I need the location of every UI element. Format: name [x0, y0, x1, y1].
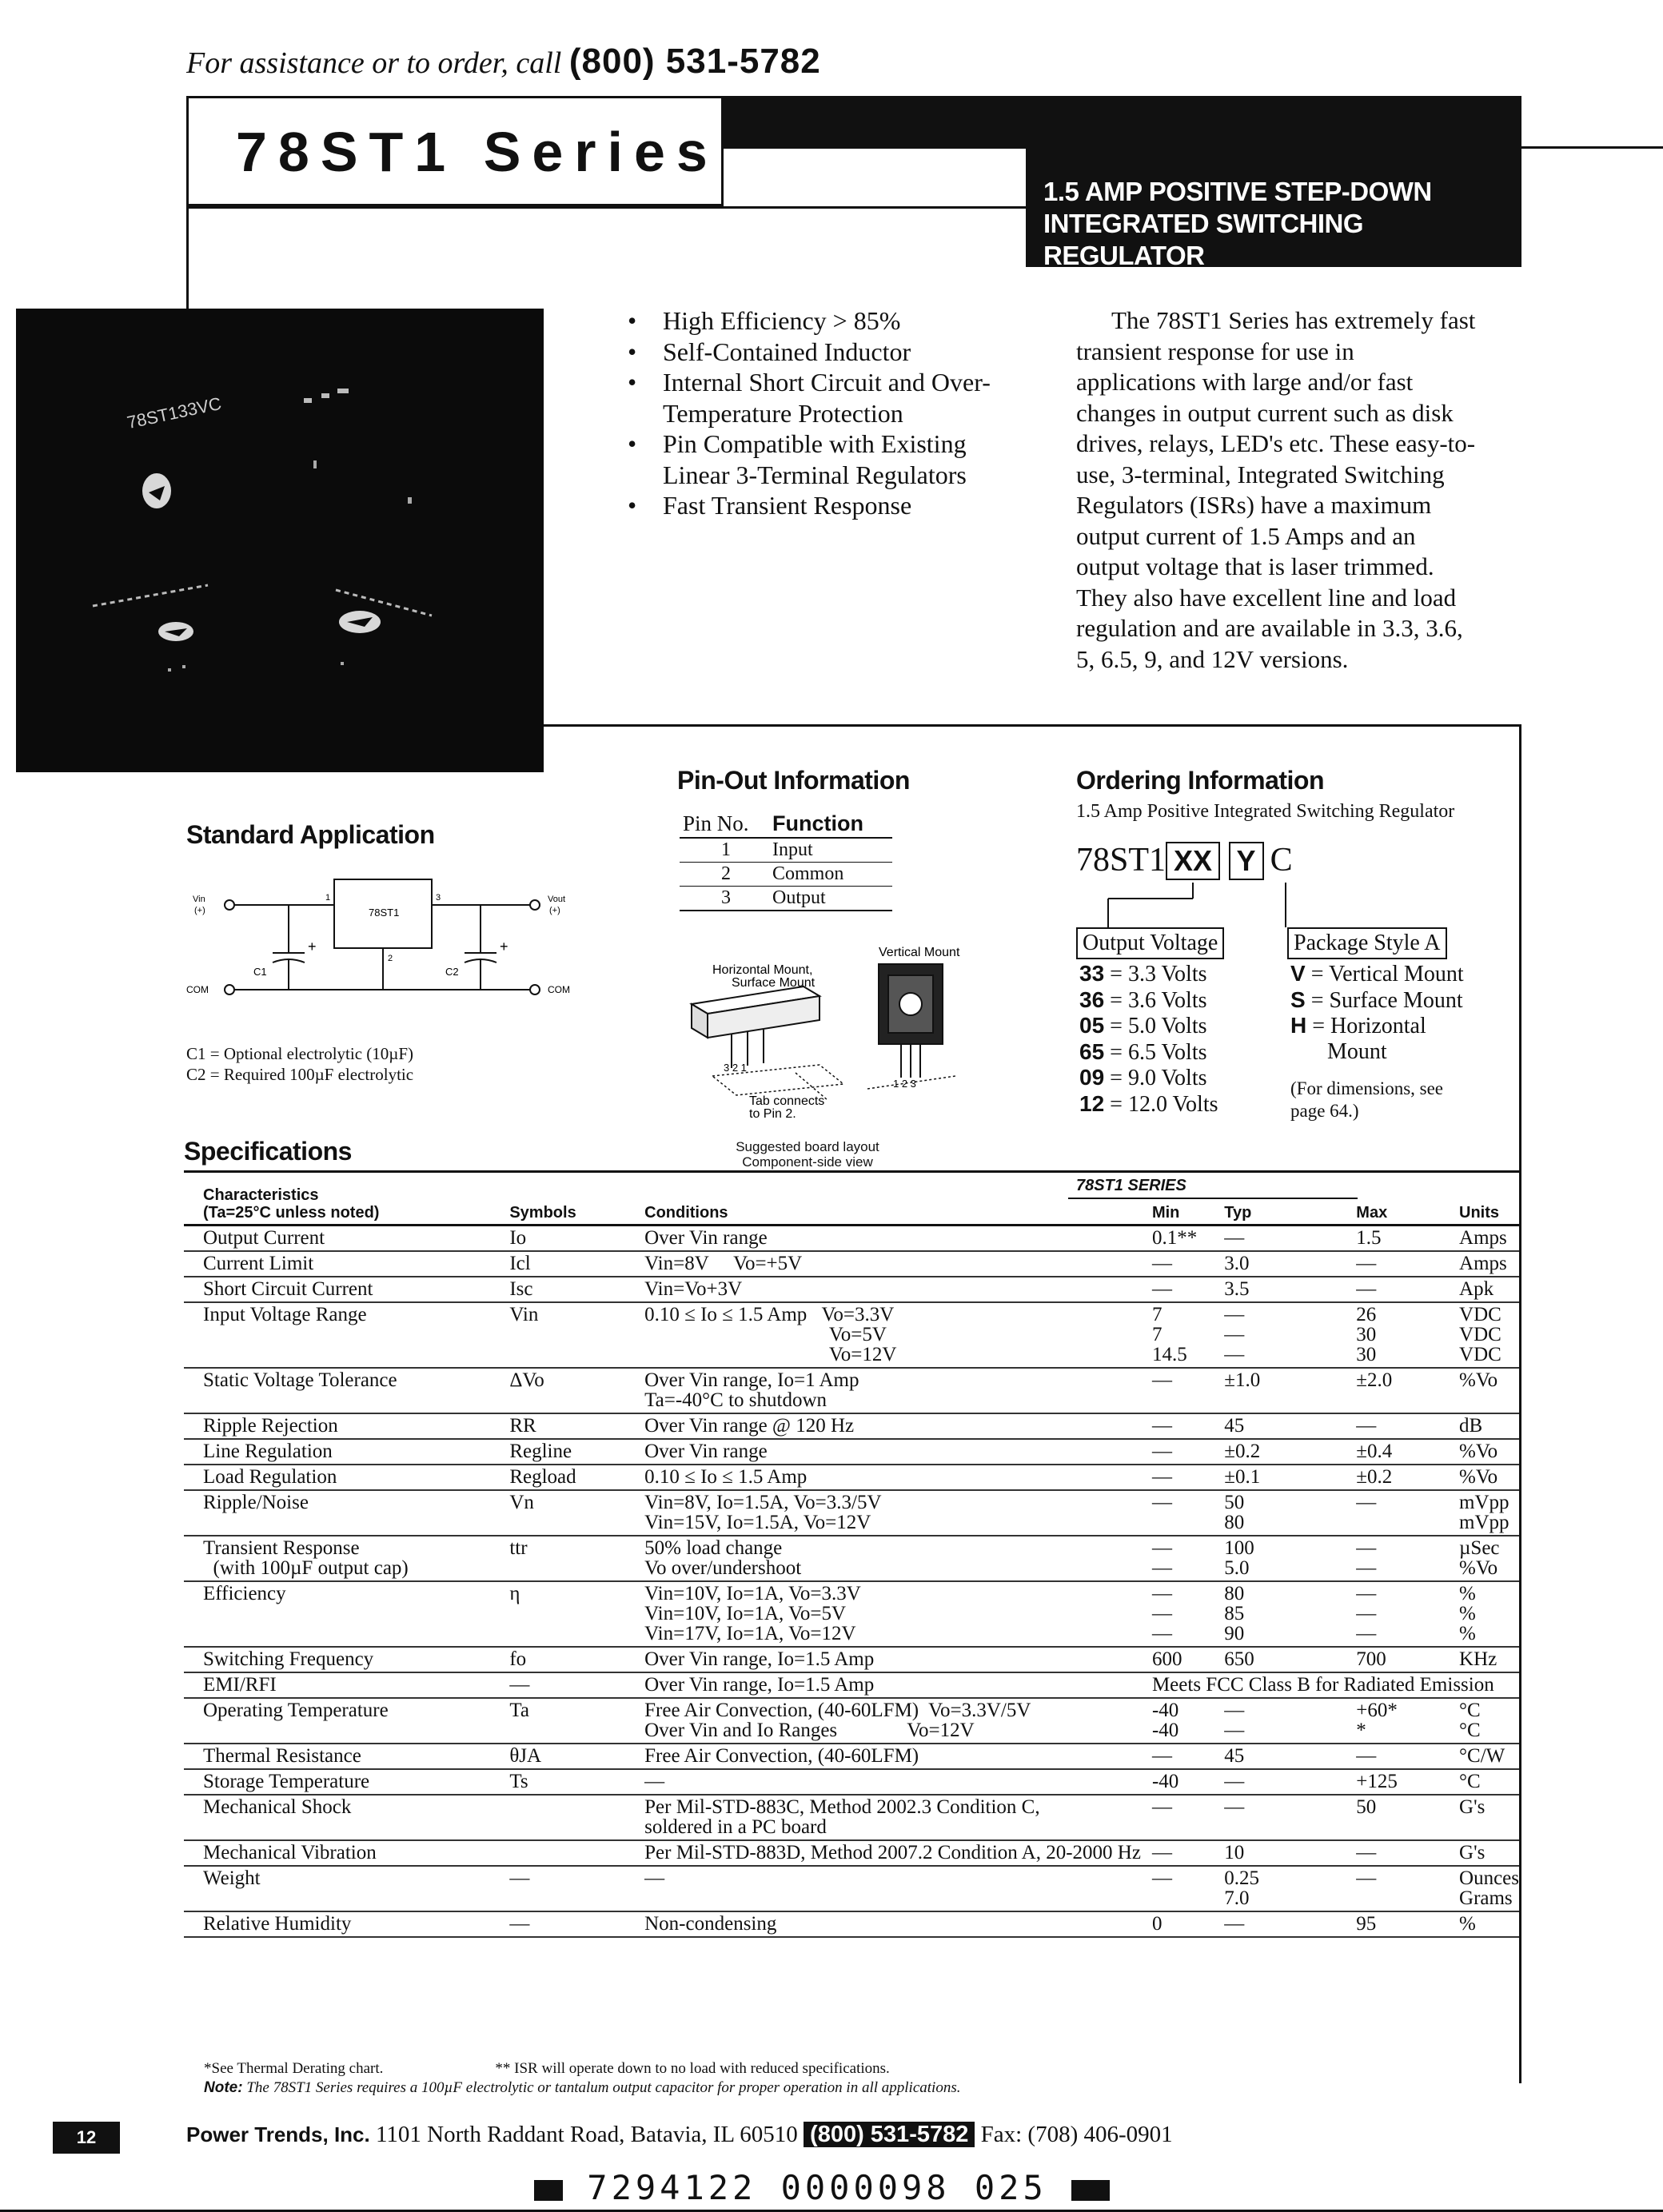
package-item: Mount [1327, 1038, 1387, 1064]
spec-cell-max: — [1345, 1840, 1448, 1866]
spec-cell-typ: ±0.2 [1213, 1439, 1345, 1465]
code-suffix: C [1270, 842, 1293, 879]
spec-cell-sym: — [509, 1911, 644, 1937]
code-prefix: 78ST1 [1076, 842, 1166, 879]
spec-cell-sym [509, 1840, 644, 1866]
spec-header-row [184, 1182, 1519, 1226]
spec-cell-typ: 80 85 90 [1213, 1581, 1345, 1647]
pinout-table [680, 811, 892, 911]
spec-cell-typ: ±0.1 [1213, 1465, 1345, 1490]
spec-row [184, 1536, 1519, 1581]
spec-cell-name: Input Voltage Range [184, 1302, 509, 1368]
spec-cell-typ: ±1.0 [1213, 1368, 1345, 1413]
spec-cell-typ: 100 5.0 [1213, 1536, 1345, 1581]
characteristics-header: Characteristics [203, 1186, 319, 1204]
spec-cell-name: Static Voltage Tolerance [184, 1368, 509, 1413]
series-title: 78ST1 Series [236, 121, 719, 183]
voltage-item: 33 = 3.3 Volts [1079, 961, 1207, 986]
spec-cell-max: ±0.2 [1345, 1465, 1448, 1490]
spec-cell-max: 26 30 30 [1345, 1302, 1448, 1368]
spec-row [184, 1581, 1519, 1647]
subtitle-line-2: INTEGRATED SWITCHING REGULATOR [1043, 209, 1364, 270]
spec-cell-sym: fo [509, 1647, 644, 1672]
spec-cell-max: 700 [1345, 1647, 1448, 1672]
spec-row [184, 1866, 1519, 1911]
vin-label: Vin [193, 895, 205, 904]
voltage-item: 12 = 12.0 Volts [1079, 1090, 1218, 1117]
spec-cell-cond: — [644, 1769, 1141, 1795]
spec-cell-cond: Vin=10V, Io=1A, Vo=3.3V Vin=10V, Io=1A, Vo=5V Vin=17V, Io=1A, Vo=12V [644, 1581, 1141, 1647]
spec-row [184, 1911, 1519, 1937]
spec-table [184, 1182, 1519, 1938]
standard-application-schematic [186, 863, 602, 1007]
c1-label: C1 [253, 966, 267, 978]
footer-phone: (800) 531-5782 [804, 2122, 975, 2147]
spec-row [184, 1226, 1519, 1252]
spec-cell-name: Mechanical Vibration [184, 1840, 509, 1866]
spec-cell-units: G's [1448, 1840, 1519, 1866]
spec-row [184, 1769, 1519, 1795]
spec-cell-max: 95 [1345, 1911, 1448, 1937]
spec-cell-max: 50 [1345, 1795, 1448, 1840]
spec-cell-min: — [1141, 1368, 1213, 1413]
header-rule [1521, 146, 1663, 149]
package-style-label: Package Style A [1287, 927, 1447, 959]
spec-top-rule [184, 1170, 1519, 1173]
subtitle-line-1: 1.5 AMP POSITIVE STEP-DOWN [1043, 177, 1432, 206]
spec-row [184, 1744, 1519, 1769]
spec-cell-cond: — [644, 1866, 1141, 1911]
spec-cell-sym: η [509, 1581, 644, 1647]
spec-cell-units: % % % [1448, 1581, 1519, 1647]
spec-cell-name: Transient Response (with 100µF output cap) [184, 1536, 509, 1581]
spec-cell-min: 0.1** [1141, 1226, 1213, 1252]
spec-cell-units: °C °C [1448, 1698, 1519, 1744]
ordering-heading: Ordering Information [1076, 766, 1324, 795]
spec-cell-units: % [1448, 1911, 1519, 1937]
voltage-list [1079, 961, 1218, 1117]
spec-cell-cond: Per Mil-STD-883C, Method 2002.3 Condition C, soldered in a PC board [644, 1795, 1141, 1840]
order-code-connectors [1076, 883, 1396, 931]
subtitle-box [1026, 149, 1521, 270]
spec-cell-max: — — [1345, 1536, 1448, 1581]
vin-plus-label: (+) [194, 906, 205, 915]
function-cell: Common [772, 863, 844, 884]
spec-cell-units: %Vo [1448, 1465, 1519, 1490]
spec-cell-typ: 3.5 [1213, 1277, 1345, 1302]
company-address: 1101 North Raddant Road, Batavia, IL 60510 [375, 2122, 798, 2147]
spec-cell-units: Ounces Grams [1448, 1866, 1519, 1911]
spec-cell-cond: Over Vin range, Io=1.5 Amp [644, 1672, 1141, 1698]
spec-cell-min: — [1141, 1439, 1213, 1465]
spec-cell-max: — [1345, 1251, 1448, 1277]
spec-cell-name: Efficiency [184, 1581, 509, 1647]
voltage-item: 65 = 6.5 Volts [1079, 1038, 1207, 1065]
spec-cell-units: °C/W [1448, 1744, 1519, 1769]
spec-cell-units: µSec %Vo [1448, 1536, 1519, 1581]
spec-cell-typ: 50 80 [1213, 1490, 1345, 1536]
spec-cell-sym: ttr [509, 1536, 644, 1581]
note-text: The 78ST1 Series requires a 100µF electrolytic or tantalum output capacitor for proper operation in all applications. [246, 2079, 961, 2096]
spec-cell-min: — [1141, 1744, 1213, 1769]
board-layout-note [720, 1139, 895, 1170]
spec-cell-min: -40 [1141, 1769, 1213, 1795]
vout-plus-label: (+) [549, 906, 560, 915]
spec-cell-cond: Over Vin range, Io=1.5 Amp [644, 1647, 1141, 1672]
spec-cell-name: Relative Humidity [184, 1911, 509, 1937]
typ-header: Typ [1213, 1182, 1345, 1226]
pin1-label: 1 [325, 893, 331, 903]
spec-cell-units: Amps [1448, 1226, 1519, 1252]
spec-cell-cond: Per Mil-STD-883D, Method 2007.2 Condition A, 20-2000 Hz [644, 1840, 1141, 1866]
spec-cell-min: 7 7 14.5 [1141, 1302, 1213, 1368]
feature-item: • Fast Transient Response [628, 490, 1015, 521]
spec-cell-units: %Vo [1448, 1439, 1519, 1465]
pin3-label: 3 [436, 893, 441, 903]
spec-cell-min: — [1141, 1465, 1213, 1490]
spec-cell-sym: Ta [509, 1698, 644, 1744]
max-header: Max [1345, 1182, 1448, 1226]
spec-cell-min: -40 -40 [1141, 1698, 1213, 1744]
spec-row [184, 1795, 1519, 1840]
spec-cell-name: Mechanical Shock [184, 1795, 509, 1840]
product-photo [16, 309, 544, 772]
spec-cell-typ: 45 [1213, 1413, 1345, 1439]
spec-cell-min: — [1141, 1866, 1213, 1911]
company-name: Power Trends, Inc. [186, 2122, 370, 2146]
footer-line [186, 2122, 1173, 2148]
spec-cell-units: mVpp mVpp [1448, 1490, 1519, 1536]
spec-cell-name: Operating Temperature [184, 1698, 509, 1744]
spec-cell-name: Load Regulation [184, 1465, 509, 1490]
spec-cell-typ: 10 [1213, 1840, 1345, 1866]
spec-cell-cond: Non-condensing [644, 1911, 1141, 1937]
horizontal-mount-label: Horizontal Mount, [712, 963, 813, 977]
capacitor-notes [186, 1043, 413, 1085]
spec-cell-max: — — — [1345, 1581, 1448, 1647]
series-label: 78ST1 SERIES [1076, 1177, 1186, 1194]
spec-cell-max: — [1345, 1277, 1448, 1302]
spec-cell-name: Line Regulation [184, 1439, 509, 1465]
code-xx: XX [1166, 842, 1220, 880]
function-cell: Input [772, 839, 813, 860]
spec-cell-min: — [1141, 1413, 1213, 1439]
spec-cell-name: EMI/RFI [184, 1672, 509, 1698]
feature-item: • Internal Short Circuit and Over-Temperature Protection [628, 367, 1015, 428]
pin-col-header: Pin No. [683, 811, 749, 835]
spec-row [184, 1302, 1519, 1368]
spec-cell-cond: 0.10 ≤ Io ≤ 1.5 Amp Vo=3.3V Vo=5V Vo=12V [644, 1302, 1141, 1368]
cap-note-1: C1 = Optional electrolytic (10µF) [186, 1044, 414, 1063]
footnote-1: *See Thermal Derating chart. [204, 2060, 384, 2077]
spec-cell-min: 0 [1141, 1911, 1213, 1937]
board-note-1: Suggested board layout [736, 1139, 879, 1154]
c1-plus: + [308, 939, 317, 955]
voltage-item: 36 = 3.6 Volts [1079, 986, 1207, 1013]
section-frame-right [1519, 724, 1521, 2083]
cap-note-2: C2 = Required 100µF electrolytic [186, 1065, 414, 1084]
spec-cell-max: ±2.0 [1345, 1368, 1448, 1413]
spec-cell-min: — [1141, 1795, 1213, 1840]
description: The 78ST1 Series has extremely fast transient response for use in applications with large and/or fast changes in output current such as disk drives, relays, LED's etc. These easy-to-use, 3-terminal, Integrated Switching Regulators (ISRs) have a maximum output current of 1.5 Amps and an output voltage that is laser trimmed. They also have excellent line and load regulation and are available in 3.3, 3.6, 5, 6.5, 9, and 12V versions. [1076, 306, 1476, 673]
section-frame-top [544, 724, 1521, 727]
spec-cell-sym: Vin [509, 1302, 644, 1368]
spec-cell-cond: Vin=8V Vo=+5V [644, 1251, 1141, 1277]
specifications-heading: Specifications [184, 1137, 352, 1166]
spec-cell-units: Amps [1448, 1251, 1519, 1277]
spec-cell-typ: 3.0 [1213, 1251, 1345, 1277]
spec-row [184, 1439, 1519, 1465]
spec-cell-units: dB [1448, 1413, 1519, 1439]
spec-cell-name: Switching Frequency [184, 1647, 509, 1672]
spec-row [184, 1465, 1519, 1490]
vout-label: Vout [548, 895, 566, 904]
footer-fax: Fax: (708) 406-0901 [980, 2122, 1173, 2147]
feature-item: • High Efficiency > 85% [628, 305, 1015, 337]
feature-item: • Self-Contained Inductor [628, 337, 1015, 368]
spec-cell-sym: θJA [509, 1744, 644, 1769]
pins-h-label: 3 2 1 [724, 1062, 747, 1074]
spec-cell-sym: Io [509, 1226, 644, 1252]
conditions-header: Conditions [644, 1182, 1141, 1226]
assist-phone: (800) 531-5782 [568, 42, 821, 81]
header-black-bar [722, 96, 1521, 149]
spec-cell-typ: — [1213, 1226, 1345, 1252]
frame-top-rule [186, 206, 1026, 209]
assist-text: For assistance or to order, call [186, 46, 562, 80]
spec-cell-max: — [1345, 1744, 1448, 1769]
spec-cell-min: — — [1141, 1536, 1213, 1581]
spec-row [184, 1490, 1519, 1536]
spec-cell-cond: Vin=Vo+3V [644, 1277, 1141, 1302]
function-col-header: Function [772, 811, 863, 835]
characteristics-subheader: (Ta=25°C unless noted) [203, 1204, 380, 1222]
spec-cell-sym: RR [509, 1413, 644, 1439]
barcode-text: 7294122 0000098 025 [587, 2168, 1047, 2207]
spec-cell-typ: — [1213, 1795, 1345, 1840]
spec-cell-name: Ripple/Noise [184, 1490, 509, 1536]
note-label: Note: [204, 2079, 243, 2096]
chip-label: 78ST1 [369, 907, 400, 919]
spec-cell-max: ±0.4 [1345, 1439, 1448, 1465]
symbols-header: Symbols [509, 1182, 644, 1226]
spec-cell-max: — [1345, 1413, 1448, 1439]
spec-cell-name: Current Limit [184, 1251, 509, 1277]
standard-application-heading: Standard Application [186, 820, 435, 849]
photo-label: 78ST133VC [125, 393, 224, 433]
ordering-subheading: 1.5 Amp Positive Integrated Switching Regulator [1076, 801, 1455, 822]
spec-cell-typ: — [1213, 1769, 1345, 1795]
package-item: V = Vertical Mount [1290, 961, 1464, 986]
spec-cell-typ: 650 [1213, 1647, 1345, 1672]
package-item: H = Horizontal [1290, 1013, 1426, 1038]
spec-cell-name: Weight [184, 1866, 509, 1911]
assistance-line [186, 42, 821, 82]
spec-row [184, 1698, 1519, 1744]
spec-cell-typ: 45 [1213, 1744, 1345, 1769]
tab-note-1: Tab connects [749, 1094, 825, 1108]
spec-cell-typ: — [1213, 1911, 1345, 1937]
spec-cell-typ: 0.25 7.0 [1213, 1866, 1345, 1911]
spec-footnotes [204, 2059, 960, 2098]
com-right-label: COM [548, 984, 570, 995]
spec-cell-units: °C [1448, 1769, 1519, 1795]
spec-cell-sym: Regline [509, 1439, 644, 1465]
modules-graphic [16, 309, 544, 772]
spec-cell-max: +60* * [1345, 1698, 1448, 1744]
feature-item: • Pin Compatible with Existing Linear 3-Terminal Regulators [628, 428, 1015, 490]
spec-cell-max: +125 [1345, 1769, 1448, 1795]
spec-cell-sym: Isc [509, 1277, 644, 1302]
spec-cell-cond: Free Air Convection, (40-60LFM) [644, 1744, 1141, 1769]
board-note-2: Component-side view [742, 1154, 873, 1170]
com-left-label: COM [186, 984, 209, 995]
surface-mount-label: Surface Mount [732, 976, 816, 990]
code-y: Y [1229, 842, 1264, 880]
spec-cell-span: Meets FCC Class B for Radiated Emission [1141, 1672, 1519, 1698]
spec-cell-units: G's [1448, 1795, 1519, 1840]
spec-cell-units: VDC VDC VDC [1448, 1302, 1519, 1368]
spec-cell-sym: Vn [509, 1490, 644, 1536]
mounting-diagram [684, 940, 971, 1140]
package-list [1290, 961, 1464, 1064]
spec-cell-min: — [1141, 1251, 1213, 1277]
vertical-mount-label: Vertical Mount [879, 946, 960, 959]
spec-cell-name: Ripple Rejection [184, 1413, 509, 1439]
feature-list [628, 305, 1015, 521]
spec-cell-name: Output Current [184, 1226, 509, 1252]
spec-cell-units: KHz [1448, 1647, 1519, 1672]
spec-cell-cond: Over Vin range, Io=1 Amp Ta=-40°C to shutdown [644, 1368, 1141, 1413]
spec-row [184, 1368, 1519, 1413]
spec-cell-min: 600 [1141, 1647, 1213, 1672]
spec-cell-sym: ΔVo [509, 1368, 644, 1413]
spec-cell-min: — [1141, 1840, 1213, 1866]
spec-cell-name: Short Circuit Current [184, 1277, 509, 1302]
pin-cell: 3 [721, 887, 731, 908]
pinout-heading: Pin-Out Information [677, 766, 910, 795]
spec-cell-typ: — — — [1213, 1302, 1345, 1368]
footnote-2: ** ISR will operate down to no load with reduced specifications. [495, 2060, 890, 2077]
spec-cell-sym: Regload [509, 1465, 644, 1490]
spec-row [184, 1413, 1519, 1439]
spec-cell-cond: 0.10 ≤ Io ≤ 1.5 Amp [644, 1465, 1141, 1490]
c2-label: C2 [445, 966, 459, 978]
spec-row [184, 1277, 1519, 1302]
function-cell: Output [772, 887, 826, 908]
spec-cell-cond: Over Vin range [644, 1226, 1141, 1252]
spec-row [184, 1672, 1519, 1698]
spec-cell-max: — [1345, 1490, 1448, 1536]
spec-cell-cond: 50% load change Vo over/undershoot [644, 1536, 1141, 1581]
dimension-note: (For dimensions, see page 64.) [1290, 1078, 1444, 1121]
page-number: 12 [53, 2122, 120, 2154]
pin-cell: 2 [721, 863, 731, 884]
order-code [1076, 841, 1293, 880]
spec-cell-max: — [1345, 1866, 1448, 1911]
spec-row [184, 1840, 1519, 1866]
spec-cell-sym: — [509, 1672, 644, 1698]
spec-cell-name: Thermal Resistance [184, 1744, 509, 1769]
spec-cell-min: — [1141, 1277, 1213, 1302]
barcode-block-right [1071, 2180, 1110, 2201]
barcode-line [534, 2168, 1110, 2207]
c2-plus: + [500, 939, 508, 955]
spec-row [184, 1647, 1519, 1672]
spec-cell-min: — — — [1141, 1581, 1213, 1647]
spec-cell-cond: Free Air Convection, (40-60LFM) Vo=3.3V/5V Over Vin and Io Ranges Vo=12V [644, 1698, 1141, 1744]
tab-note-2: to Pin 2. [749, 1107, 796, 1121]
spec-cell-min: — [1141, 1490, 1213, 1536]
frame-left-rule [186, 206, 189, 309]
spec-cell-max: 1.5 [1345, 1226, 1448, 1252]
spec-cell-cond: Over Vin range @ 120 Hz [644, 1413, 1141, 1439]
voltage-item: 05 = 5.0 Volts [1079, 1013, 1207, 1038]
voltage-item: 09 = 9.0 Volts [1079, 1065, 1207, 1090]
spec-cell-sym: Icl [509, 1251, 644, 1277]
spec-cell-units: %Vo [1448, 1368, 1519, 1413]
units-header: Units [1448, 1182, 1519, 1226]
spec-cell-cond: Vin=8V, Io=1.5A, Vo=3.3/5V Vin=15V, Io=1.5A, Vo=12V [644, 1490, 1141, 1536]
spec-cell-sym [509, 1795, 644, 1840]
spec-cell-units: Apk [1448, 1277, 1519, 1302]
spec-cell-name: Storage Temperature [184, 1769, 509, 1795]
barcode-block-left [534, 2180, 563, 2201]
pins-v-label: 1 2 3 [893, 1078, 916, 1090]
min-header: Min [1141, 1182, 1213, 1226]
spec-cell-sym: Ts [509, 1769, 644, 1795]
pin2-label: 2 [388, 954, 393, 963]
spec-cell-sym: — [509, 1866, 644, 1911]
pin-cell: 1 [721, 839, 731, 860]
spec-row [184, 1251, 1519, 1277]
package-item: S = Surface Mount [1290, 986, 1463, 1013]
spec-cell-cond: Over Vin range [644, 1439, 1141, 1465]
spec-cell-typ: — — [1213, 1698, 1345, 1744]
output-voltage-label: Output Voltage [1076, 927, 1224, 959]
